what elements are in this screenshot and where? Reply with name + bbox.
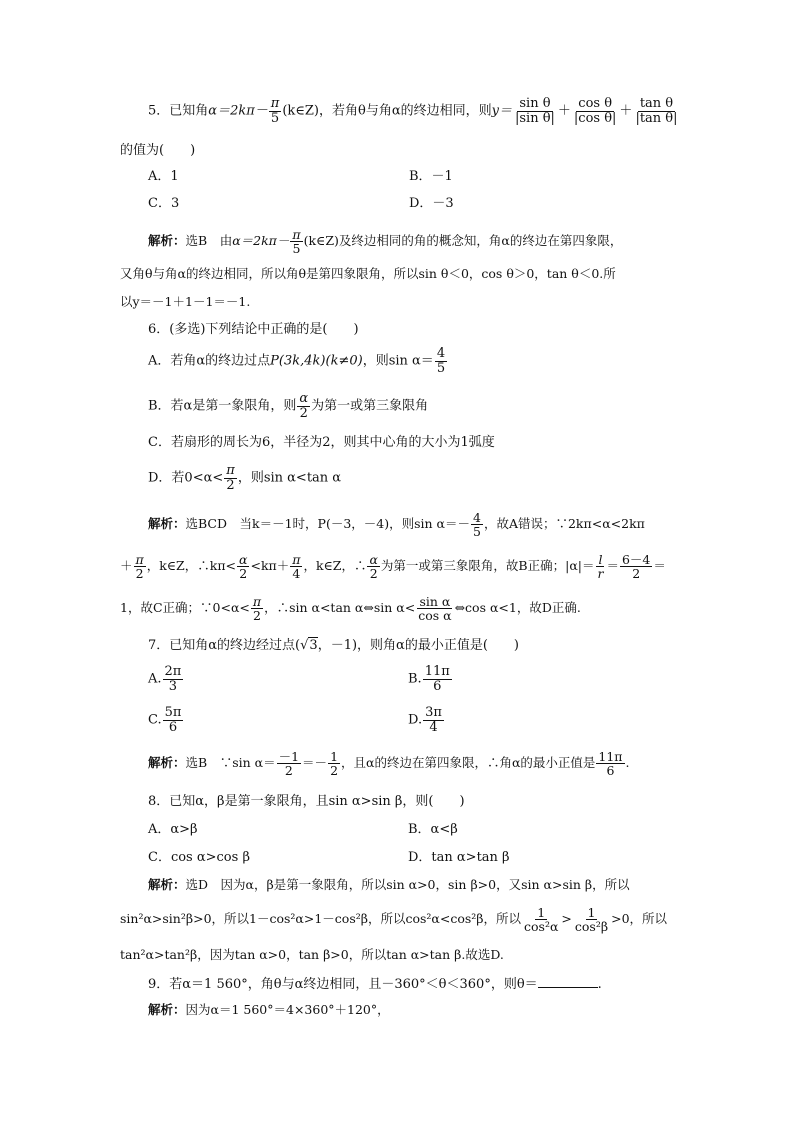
denominator: 4: [429, 719, 438, 735]
q9-solution-line1: [148, 1002, 390, 1018]
fraction: [423, 706, 444, 734]
numerator: tan θ: [639, 96, 674, 111]
text: ，且α的终边在第四象限，∴角α的最小正值是: [341, 755, 596, 771]
q7-option-b: [408, 665, 453, 693]
q6-option-b: [148, 392, 428, 420]
numerator: 1: [537, 905, 546, 920]
fraction: [471, 511, 483, 538]
q5-stem-line: [148, 97, 681, 125]
numerator: π: [226, 463, 235, 478]
denominator: 6: [168, 719, 178, 735]
numerator: cos θ: [578, 96, 613, 111]
denominator: 2: [284, 763, 293, 779]
numerator: 4: [473, 510, 481, 525]
text: 已知角: [169, 103, 209, 119]
q5-solution-line3: 以y＝－1＋1－1＝－1.: [120, 294, 251, 309]
numerator: sin α: [419, 594, 451, 609]
denominator: 2: [330, 763, 339, 779]
q7-solution-line1: [148, 750, 630, 777]
text: ＋: [120, 558, 133, 574]
text: 选D 因为α，β是第一象限角，所以sin α>0，sin β>0，又sin α>sin β，所以: [185, 877, 630, 892]
q8-option-c: C．cos α>cos β: [148, 850, 250, 865]
text: 为第一或第三象限角: [311, 398, 429, 414]
fraction: [572, 97, 619, 125]
fraction: [237, 553, 249, 580]
text: A．若角α的终边过点: [148, 353, 271, 369]
numerator: sin θ: [519, 96, 551, 111]
text: 选B 由: [185, 233, 233, 249]
question-number: 5．: [148, 103, 170, 119]
denominator: cos²β: [574, 919, 609, 935]
text: B．若α是第一象限角，则: [148, 398, 297, 414]
text: ＋: [619, 103, 633, 119]
numerator: 1: [587, 905, 596, 920]
fraction: [269, 97, 282, 125]
sqrt-value: 3: [309, 638, 318, 653]
numerator: α: [239, 552, 248, 567]
denominator: cos²α: [524, 919, 559, 935]
numerator: 1: [330, 749, 339, 764]
fraction: [134, 553, 146, 580]
denominator: 2: [299, 405, 308, 421]
numerator: 11π: [424, 664, 450, 679]
text: 9．若α＝1 560°，角θ与α终边相同，且－360°＜θ＜360°，则θ＝: [148, 977, 538, 992]
fraction: [596, 750, 624, 777]
fraction: [251, 595, 263, 622]
text: ，k∈Z，∴kπ<: [146, 558, 237, 574]
solution-label: 解析：: [148, 755, 186, 771]
solution-label: 解析：: [148, 1002, 186, 1017]
text: .: [597, 977, 602, 992]
denominator: 5: [292, 241, 301, 257]
option-letter: D.: [408, 712, 423, 728]
text: <kπ＋: [250, 558, 290, 574]
denominator: 5: [473, 524, 481, 540]
text: (k∈Z)及终边相同的角的概念知，角α的终边在第四象限，: [303, 233, 623, 249]
text: α＝2kπ－: [232, 233, 290, 249]
text: P(3k,4k)(k≠0): [270, 353, 363, 369]
q6-option-c: C．若扇形的周长为6，半径为2，则其中心角的大小为1弧度: [148, 435, 495, 450]
numerator: 2π: [164, 664, 182, 679]
text: 为第一或第三象限角，故B正确；|α|＝: [380, 558, 595, 574]
numerator: π: [135, 552, 144, 567]
numerator: α: [369, 552, 378, 567]
text: sin²α>sin²β>0，所以1－cos²α>1－cos²β，所以cos²α<cos²β，所以: [120, 911, 522, 927]
text: ＝: [606, 558, 619, 574]
q8-solution-line2: [120, 906, 667, 933]
fraction: [522, 906, 560, 933]
q8-stem: 8．已知α，β是第一象限角，且sin α>sin β，则( ): [148, 794, 465, 809]
text: D．若0<α<: [148, 470, 224, 486]
q6-solution-line1: [148, 511, 645, 538]
q5-option-d: D．－3: [409, 196, 454, 211]
numerator: π: [292, 552, 301, 567]
numerator: 11π: [598, 749, 623, 764]
solution-label: 解析：: [148, 877, 186, 892]
denominator: 2: [239, 566, 248, 582]
text: 选BCD 当k＝－1时，P(－3，－4)，则sin α＝－: [185, 516, 470, 532]
q6-option-a: [148, 347, 448, 375]
q7-option-a: [148, 665, 184, 693]
denominator: 5: [270, 110, 280, 126]
denominator: 6: [606, 763, 615, 779]
denominator: 6: [433, 678, 442, 694]
fraction: [290, 228, 302, 255]
text: 7．已知角α的终边经过点(: [148, 638, 301, 653]
numerator: 5π: [164, 705, 182, 720]
q6-solution-line2: [120, 553, 666, 580]
numerator: 3π: [425, 705, 442, 720]
q7-stem: 7．已知角α的终边经过点(√3，－1)，则角α的最小正值是( ): [148, 638, 519, 653]
fraction: [163, 706, 184, 734]
q8-option-a: A．α>β: [148, 822, 198, 837]
numerator: l: [598, 552, 603, 567]
q8-solution-line3: tan²α>tan²β，因为tan α>0，tan β>0，所以tan α>tan β.故选D.: [120, 947, 504, 962]
fraction: [163, 665, 184, 693]
denominator: 5: [436, 360, 446, 376]
fraction: [573, 906, 610, 933]
q5-solution-line2: 又角θ与角α的终边相同，所以角θ是第四象限角，所以sin θ＜0，cos θ＞0，tan θ＜0.所: [120, 266, 616, 281]
q6-stem: 6．(多选)下列结论中正确的是( ): [148, 322, 359, 337]
q5-option-c: C．3: [148, 196, 180, 211]
q8-option-d: D．tan α>tan β: [408, 850, 510, 865]
option-letter: A.: [148, 671, 162, 687]
fraction: [633, 97, 679, 125]
fraction: [416, 595, 453, 622]
q6-option-d: [148, 464, 341, 492]
fraction: [595, 553, 605, 580]
fraction: [277, 750, 301, 777]
text: 选B ∵sin α＝: [185, 755, 276, 771]
fraction: [435, 347, 447, 375]
q5-option-b: B．－1: [409, 169, 453, 184]
denominator: |tan θ|: [635, 110, 678, 126]
numerator: π: [270, 96, 280, 111]
fraction: [423, 665, 452, 693]
numerator: α: [299, 391, 309, 406]
text: 1，故C正确；∵0<α<: [120, 600, 250, 616]
text: ，则sin α＝: [362, 353, 434, 369]
denominator: 3: [168, 678, 178, 694]
text: α＝2kπ－: [208, 103, 268, 119]
solution-label: 解析：: [148, 233, 186, 249]
numerator: －1: [278, 749, 300, 764]
q8-option-b: B．α<β: [408, 822, 458, 837]
fraction: [297, 392, 310, 420]
text: ＋: [557, 103, 571, 119]
text: >0，所以: [611, 911, 668, 927]
text: ，－1)，则角α的最小正值是( ): [317, 638, 519, 653]
q5-stem-tail: 的值为( ): [120, 143, 196, 158]
solution-label: 解析：: [148, 516, 186, 532]
q6-solution-line3: [120, 595, 581, 622]
text: >: [561, 911, 572, 927]
numerator: π: [292, 227, 301, 242]
option-letter: B.: [408, 671, 422, 687]
denominator: cos α: [418, 608, 452, 624]
q5-solution-line1: [148, 228, 622, 255]
fraction: [620, 553, 652, 580]
numerator: 4: [436, 346, 446, 361]
text: ，则sin α<tan α: [237, 470, 342, 486]
text: ，k∈Z，∴: [303, 558, 367, 574]
text: .: [625, 755, 630, 771]
text: ，∴sin α<tan α⇔sin α<: [264, 600, 416, 616]
fraction: [290, 553, 302, 580]
denominator: 2: [369, 566, 378, 582]
denominator: 4: [292, 566, 301, 582]
text: ，故A错误；∵2kπ<α<2kπ: [483, 516, 645, 532]
option-letter: C.: [148, 712, 162, 728]
denominator: |sin θ|: [514, 110, 555, 126]
q8-solution-line1: [148, 877, 630, 893]
text: ⇔cos α<1，故D正确.: [454, 600, 581, 616]
answer-blank[interactable]: [538, 975, 598, 988]
text: (k∈Z)，若角θ与角α的终边相同，则: [282, 103, 492, 119]
fraction: [328, 750, 340, 777]
q5-option-a: A．1: [148, 169, 179, 184]
denominator: r: [597, 566, 604, 582]
fraction: [224, 464, 237, 492]
fraction: [367, 553, 379, 580]
text: 因为α＝1 560°＝4×360°＋120°，: [185, 1002, 390, 1017]
fraction: [513, 97, 557, 125]
q9-stem: [148, 975, 602, 993]
q7-option-c: [148, 706, 184, 734]
numerator: 6－4: [621, 552, 651, 567]
text: ＝: [653, 558, 666, 574]
numerator: π: [252, 594, 262, 609]
denominator: 2: [135, 566, 144, 582]
denominator: 2: [226, 477, 235, 493]
text: y＝: [491, 103, 512, 119]
denominator: 2: [252, 608, 261, 624]
denominator: 2: [632, 566, 641, 582]
denominator: |cos θ|: [573, 110, 617, 126]
q7-option-d: [408, 706, 445, 734]
text: ＝－: [302, 755, 328, 771]
